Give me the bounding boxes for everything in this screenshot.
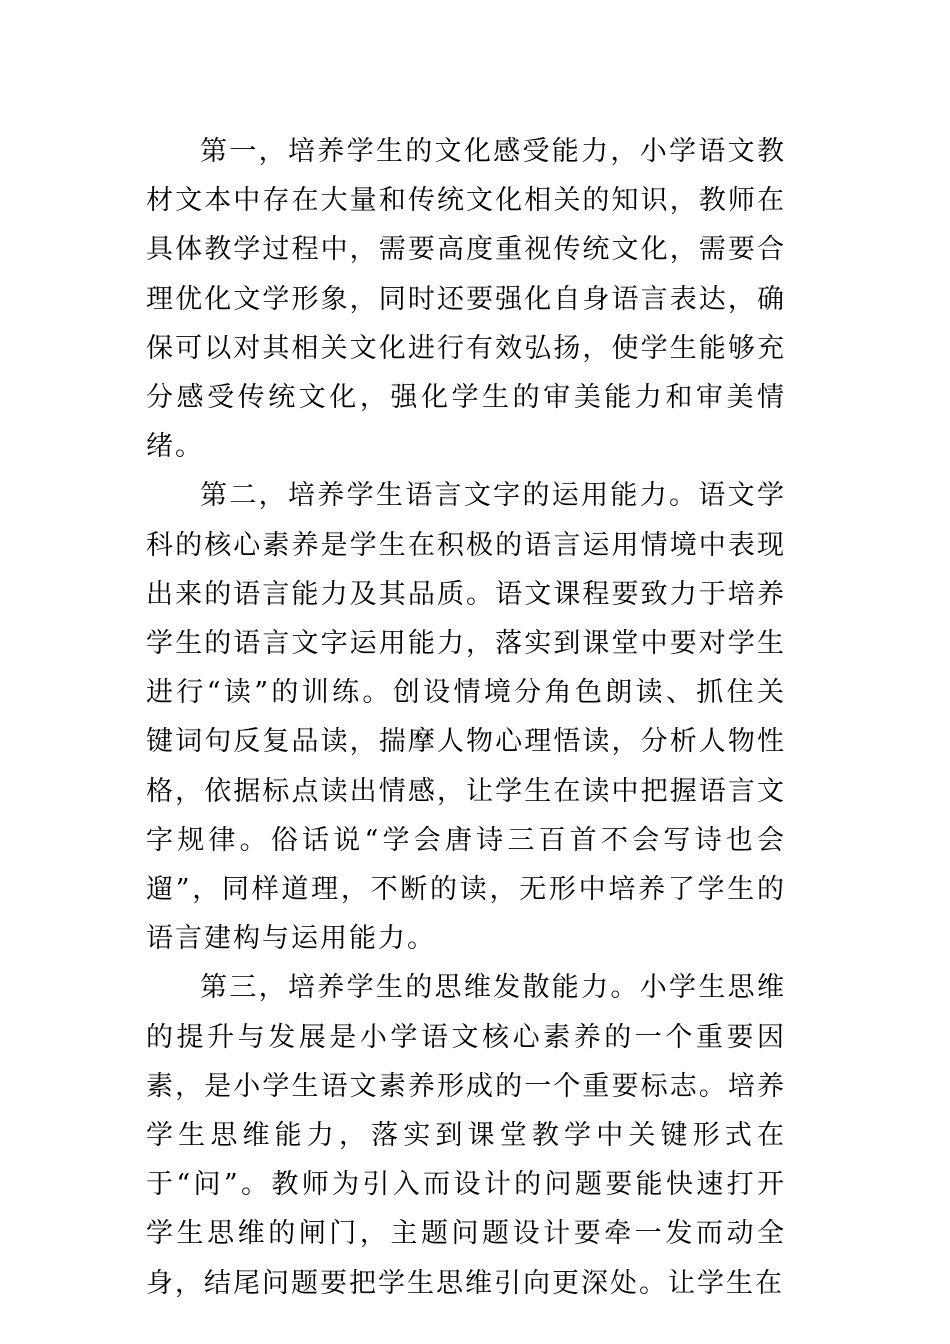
paragraph-cultural-perception: 第一，培养学生的文化感受能力，小学语文教材文本中存在大量和传统文化相关的知识，教师在具体教学过程中，需要高度重视传统文化，需要合理优化文学形象，同时还要强化自身语言表达，确保可以对其相关文化进行有效弘扬，使学生能够充分感受传统文化，强化学生的审美能力和审美情绪。 xyxy=(146,136,786,463)
paragraph-language-usage: 第二，培养学生语言文字的运用能力。语文学科的核心素养是学生在积极的语言运用情境中表现出来的语言能力及其品质。语文课程要致力于培养学生的语言文字运用能力，落实到课堂中要对学生进行“读”的训练。创设情境分角色朗读、抓住关键词句反复品读，揣摩人物心理悟读，分析人物性格，依据标点读出情感，让学生在读中把握语言文字规律。俗话说“学会唐诗三百首不会写诗也会遛”，同样道理，不断的读，无形中培养了学生的语言建构与运用能力。 xyxy=(146,480,786,955)
paragraph-divergent-thinking: 第三，培养学生的思维发散能力。小学生思维的提升与发展是小学语文核心素养的一个重要因素，是小学生语文素养形成的一个重要标志。培养学生思维能力，落实到课堂教学中关键形式在于“问”。教师为引入而设计的问题要能快速打开学生思维的闸门，主题问题设计要牵一发而动全身，结尾问题要把学生思维引向更深处。让学生在 xyxy=(146,972,786,1299)
body-text xyxy=(146,127,786,1308)
